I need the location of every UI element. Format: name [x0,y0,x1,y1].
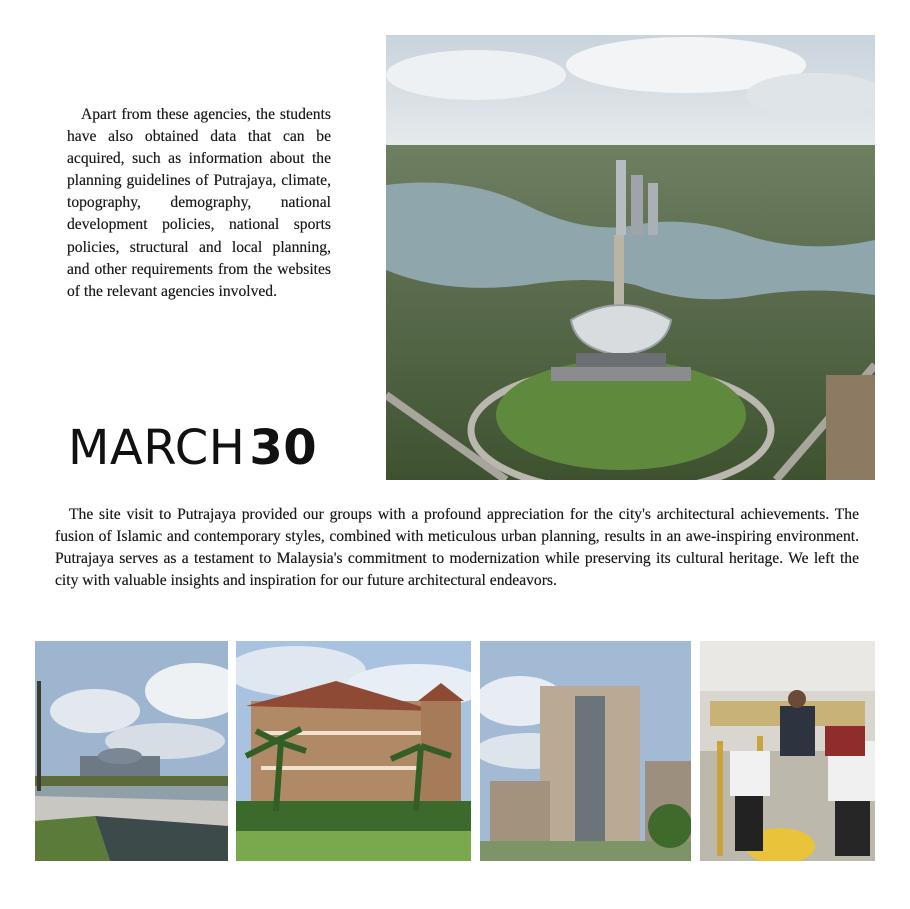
colonial-building-photo [236,641,471,861]
date-heading [68,418,317,478]
aerial-putrajaya-photo [386,35,875,480]
office-tower-photo [480,641,691,861]
mosque-waterfront-photo [35,641,228,861]
date-day: 30 [249,420,318,476]
students-stadium-photo [700,641,875,861]
intro-paragraph: Apart from these agencies, the students have also obtained data that can be acquired, such as information about the planning guidelines of Putrajaya, climate, topography, demography, national development policies, national sports policies, structural and local planning, and other requirements from the websites of the relevant agencies involved. [67,106,331,300]
summary-paragraph: The site visit to Putrajaya provided our groups with a profound appreciation for the city's architectural achievements. The fusion of Islamic and contemporary styles, combined with meticulous urban planning, results in an awe-inspiring environment. Putrajaya serves as a testament to Malaysia's commitment to modernization while preserving its cultural heritage. We left the city with valuable insights and inspiration for our future architectural endeavors. [55,506,859,589]
date-month: MARCH [68,420,246,476]
